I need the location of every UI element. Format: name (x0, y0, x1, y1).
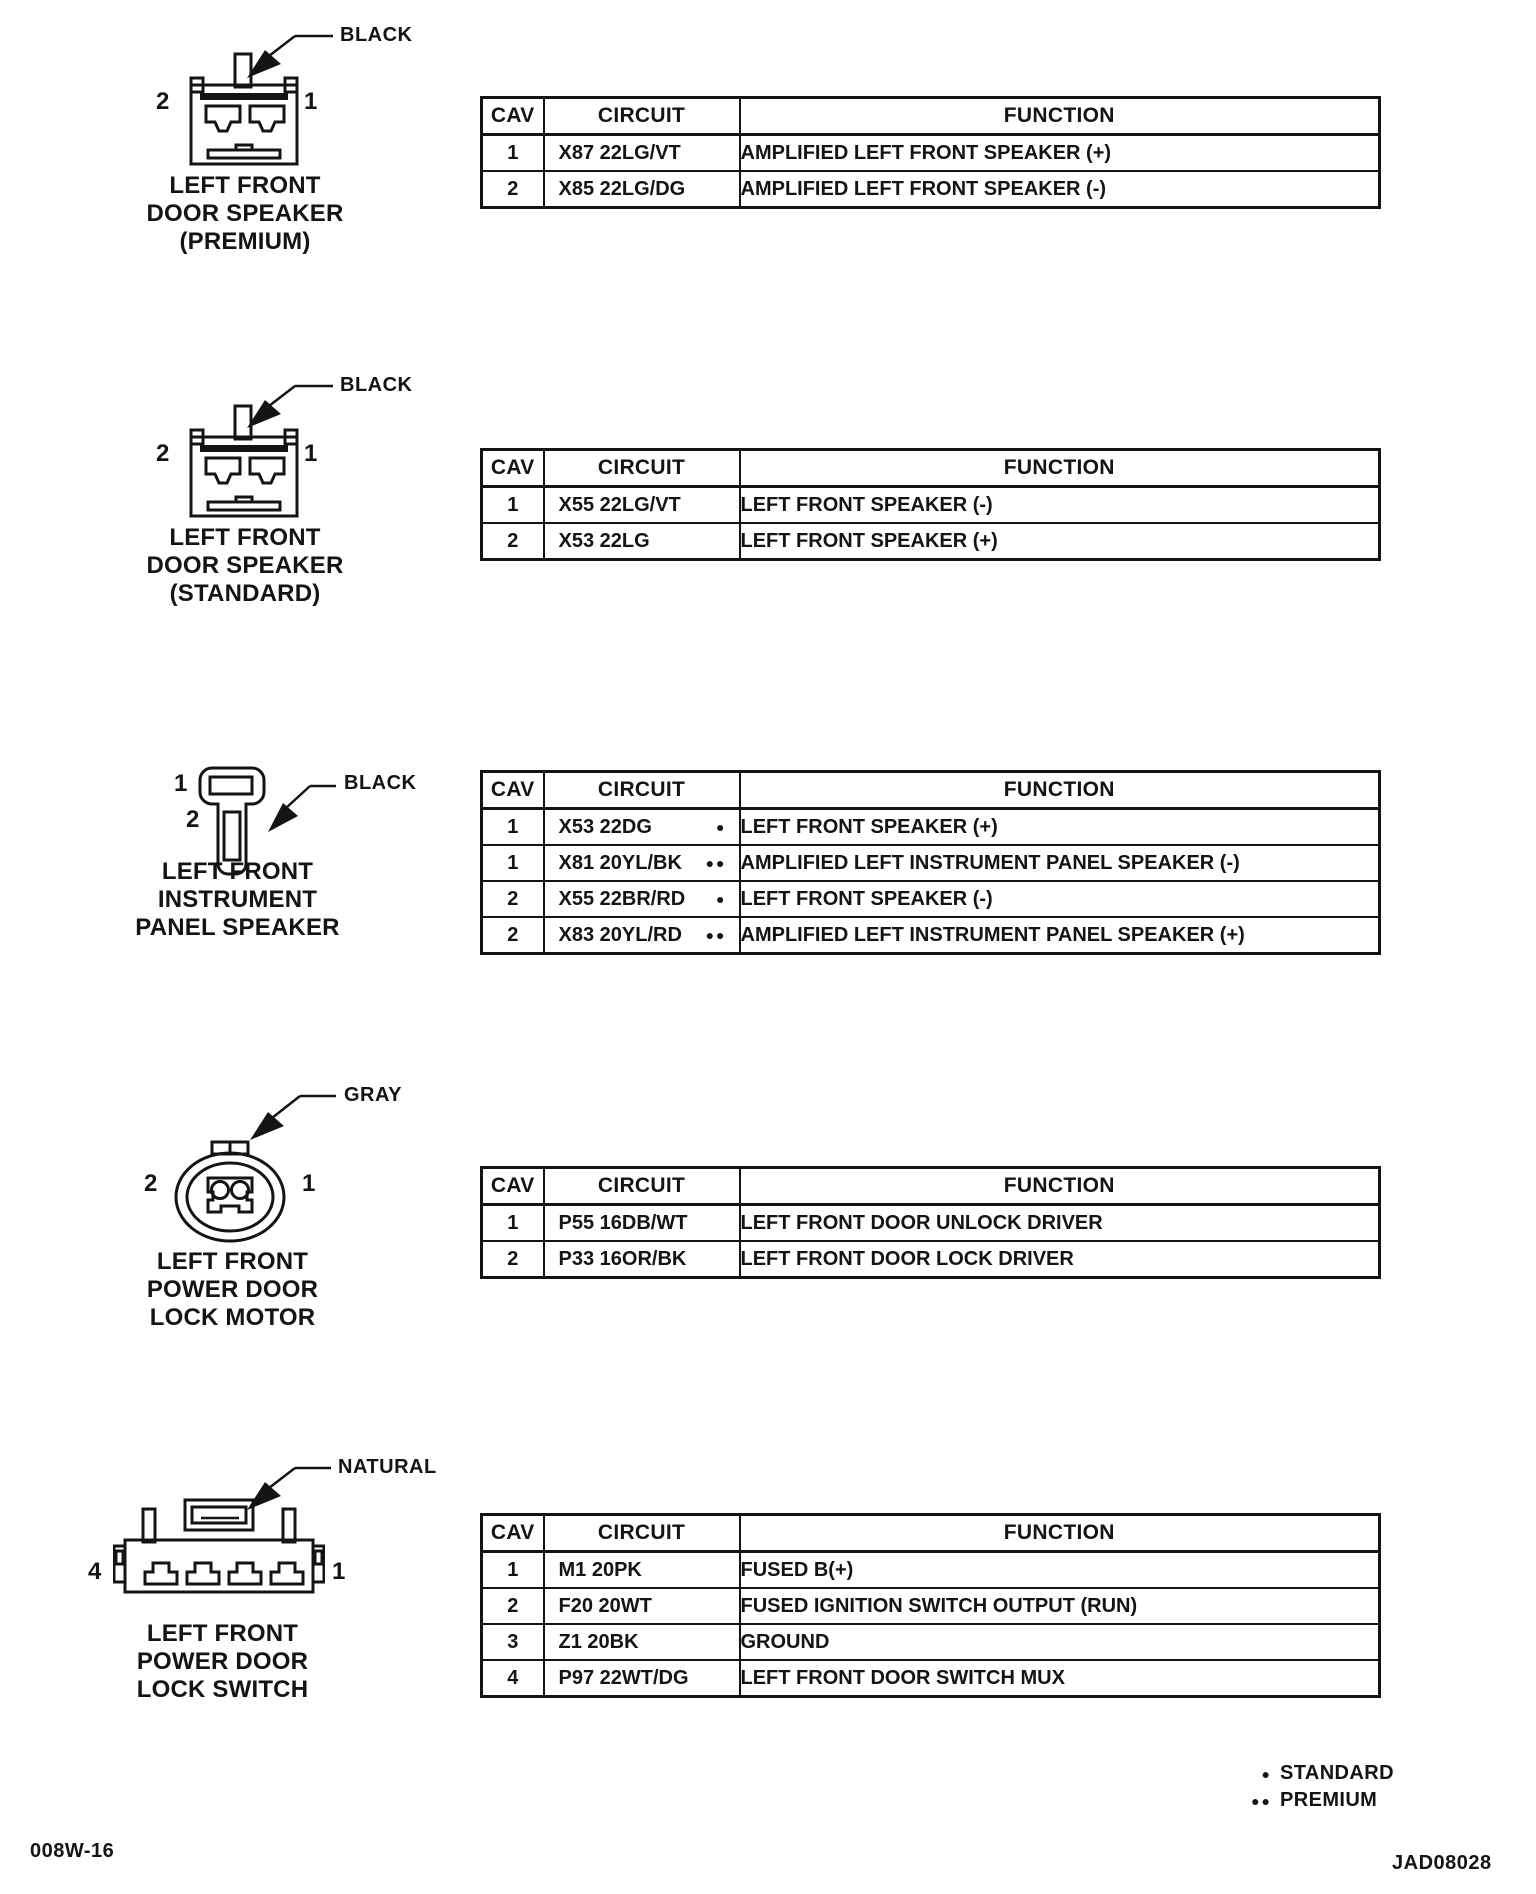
col-header-cav: CAV (482, 1168, 544, 1205)
leader-arrow-icon (248, 1088, 338, 1142)
table-row: 1 M1 20PK FUSED B(+) (482, 1552, 1380, 1589)
pinout-table (480, 1513, 1381, 1698)
col-header-function: FUNCTION (740, 98, 1380, 135)
lock-motor-connector-icon (172, 1140, 288, 1249)
page-code: 008W-16 (30, 1840, 115, 1862)
table-header-row (482, 1515, 1380, 1552)
connector-caption: LEFT FRONT DOOR SPEAKER (STANDARD) (146, 524, 344, 607)
connector-color-label: BLACK (340, 24, 413, 46)
door-speaker-connector-icon (188, 52, 300, 172)
table-row: 1 P55 16DB/WT LEFT FRONT DOOR UNLOCK DRIVER (482, 1205, 1380, 1242)
pin-number-left: 2 (144, 1170, 158, 1197)
table-row: 1 X81 20YL/BK ●● AMPLIFIED LEFT INSTRUMENT PANEL SPEAKER (-) (482, 845, 1380, 881)
table-row: 3 Z1 20BK GROUND (482, 1624, 1380, 1660)
table-header-row (482, 772, 1380, 809)
table-header-row (482, 1168, 1380, 1205)
standard-dot-icon: ● (1261, 1765, 1272, 1782)
col-header-circuit: CIRCUIT (544, 772, 740, 809)
connector-color-label: NATURAL (338, 1456, 437, 1478)
figure-code: JAD08028 (1392, 1852, 1492, 1874)
leader-arrow-icon (266, 778, 338, 834)
trim-level-marker: ● (716, 819, 727, 835)
table-row: 1 X53 22DG ● LEFT FRONT SPEAKER (+) (482, 809, 1380, 846)
col-header-cav: CAV (482, 98, 544, 135)
col-header-cav: CAV (482, 772, 544, 809)
trim-level-marker: ● (716, 891, 727, 907)
col-header-circuit: CIRCUIT (544, 1515, 740, 1552)
col-header-cav: CAV (482, 1515, 544, 1552)
connector-caption: LEFT FRONT DOOR SPEAKER (PREMIUM) (146, 172, 344, 255)
pin-number-right: 1 (302, 1170, 316, 1197)
col-header-cav: CAV (482, 450, 544, 487)
lock-switch-connector-icon (113, 1498, 325, 1605)
table-row: 1 X55 22LG/VT LEFT FRONT SPEAKER (-) (482, 487, 1380, 524)
table-row: 4 P97 22WT/DG LEFT FRONT DOOR SWITCH MUX (482, 1660, 1380, 1697)
col-header-function: FUNCTION (740, 1168, 1380, 1205)
pin-number-bottom: 2 (186, 806, 200, 833)
connector-caption: LEFT FRONT POWER DOOR LOCK MOTOR (146, 1248, 319, 1331)
connector-color-label: GRAY (344, 1084, 402, 1106)
table-header-row (482, 98, 1380, 135)
pinout-table (480, 1166, 1381, 1279)
trim-level-marker: ●● (705, 927, 727, 943)
table-row: 2 X55 22BR/RD ● LEFT FRONT SPEAKER (-) (482, 881, 1380, 917)
table-row: 2 X53 22LG LEFT FRONT SPEAKER (+) (482, 523, 1380, 560)
pin-number-right: 1 (304, 88, 318, 115)
trim-level-marker: ●● (705, 855, 727, 871)
col-header-circuit: CIRCUIT (544, 98, 740, 135)
table-row: 2 F20 20WT FUSED IGNITION SWITCH OUTPUT (RUN) (482, 1588, 1380, 1624)
pinout-table (480, 448, 1381, 561)
pin-number-left: 2 (156, 440, 170, 467)
trim-level-legend (1232, 1760, 1394, 1814)
connector-color-label: BLACK (340, 374, 413, 396)
pin-number-right: 1 (304, 440, 318, 467)
col-header-circuit: CIRCUIT (544, 450, 740, 487)
col-header-function: FUNCTION (740, 1515, 1380, 1552)
col-header-circuit: CIRCUIT (544, 1168, 740, 1205)
pinout-table (480, 96, 1381, 209)
table-header-row (482, 450, 1380, 487)
legend-item-standard: ● STANDARD (1232, 1760, 1394, 1787)
connector-caption: LEFT FRONT POWER DOOR LOCK SWITCH (136, 1620, 309, 1703)
pinout-table (480, 770, 1381, 955)
connector-caption: LEFT FRONT INSTRUMENT PANEL SPEAKER (135, 858, 340, 941)
legend-item-premium: ●● PREMIUM (1232, 1787, 1394, 1814)
pin-number-top: 1 (174, 770, 188, 797)
table-row: 2 X83 20YL/RD ●● AMPLIFIED LEFT INSTRUMENT PANEL SPEAKER (+) (482, 917, 1380, 954)
pin-number-left: 4 (88, 1558, 102, 1585)
col-header-function: FUNCTION (740, 450, 1380, 487)
premium-dots-icon: ●● (1251, 1792, 1272, 1809)
connector-color-label: BLACK (344, 772, 417, 794)
door-speaker-connector-icon (188, 404, 300, 524)
col-header-function: FUNCTION (740, 772, 1380, 809)
pin-number-left: 2 (156, 88, 170, 115)
table-row: 2 P33 16OR/BK LEFT FRONT DOOR LOCK DRIVER (482, 1241, 1380, 1278)
pin-number-right: 1 (332, 1558, 346, 1585)
table-row: 1 X87 22LG/VT AMPLIFIED LEFT FRONT SPEAKER (+) (482, 135, 1380, 172)
table-row: 2 X85 22LG/DG AMPLIFIED LEFT FRONT SPEAKER (-) (482, 171, 1380, 208)
